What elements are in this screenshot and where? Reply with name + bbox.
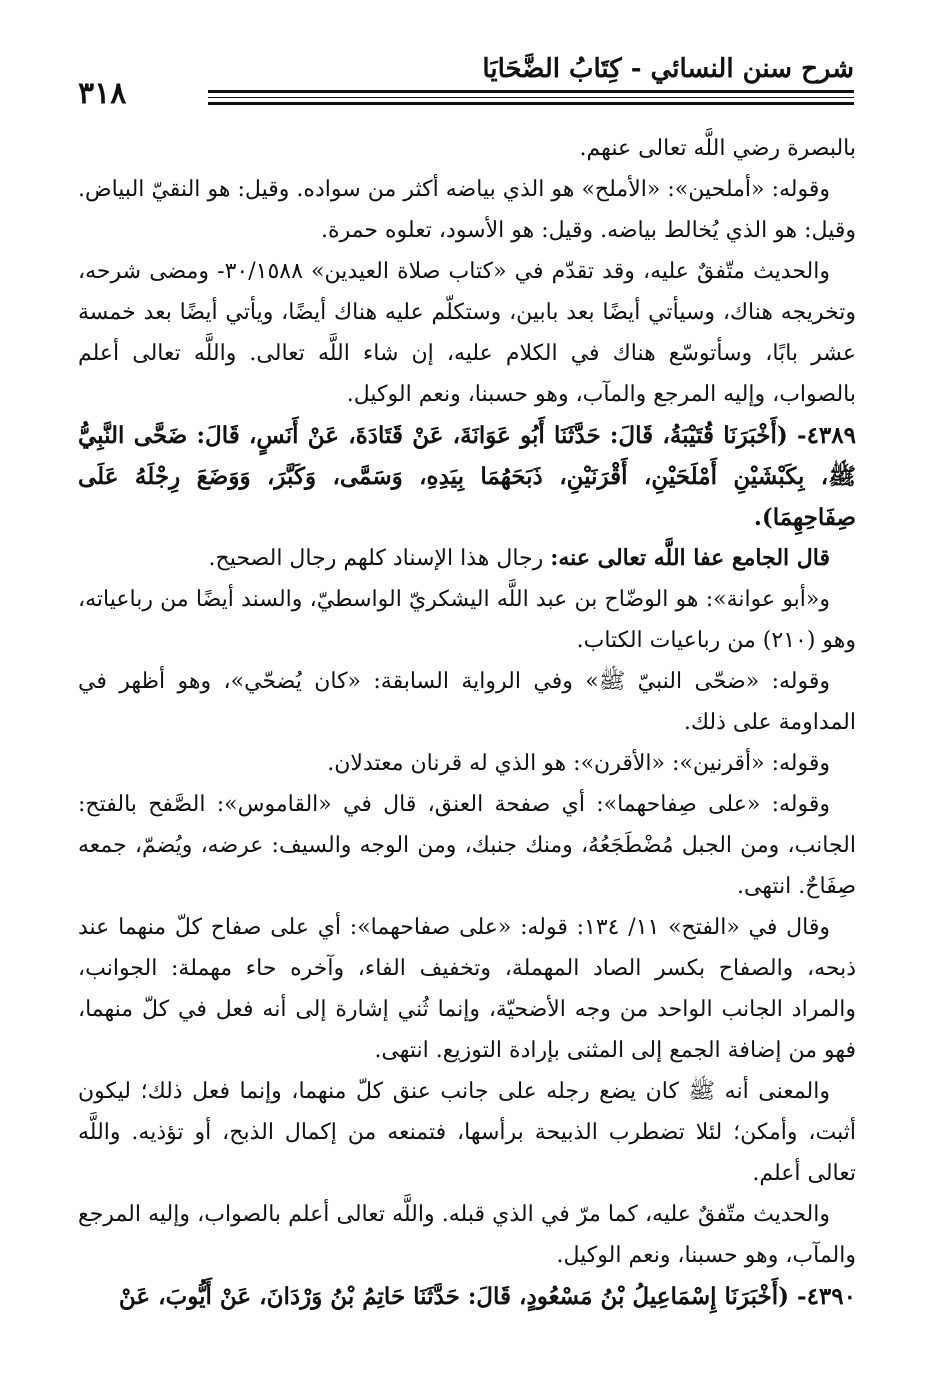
hadith-4390: ٤٣٩٠- (أَخْبَرَنَا إِسْمَاعِيلُ بْنُ مَسْعُودٍ، قَالَ: حَدَّثَنَا حَاتِمُ بْنُ وَرْدَانَ، عَنْ أَيُّوبَ، عَنْ bbox=[118, 1283, 856, 1310]
header-rule-bottom bbox=[208, 102, 854, 105]
paragraph: والحديث متّفقٌ عليه، وقد تقدّم في «كتاب صلاة العيدين» ٣٠/١٥٨٨- ومضى شرحه، وتخريجه هناك، وسيأتي أيضًا بعد بابين، وستكلّم عليه هناك أيضًا، ويأتي أيضًا بعد خمسة عشر بابًا، وسأتوسّع هناك في الكلام عليه، إن شاء اللَّه تعالى. واللَّه تعالى أعلم بالصواب، وإليه المرجع والمآب، وهو حسبنا، ونعم الوكيل. bbox=[78, 259, 856, 407]
paragraph: بالبصرة رضي اللَّه تعالى عنهم. bbox=[579, 136, 856, 161]
paragraph bbox=[78, 538, 856, 579]
hadith-4389: ٤٣٨٩- (أَخْبَرَنَا قُتَيْبَةُ، قَالَ: حَدَّثَنَا أَبُو عَوَانَةَ، عَنْ قَتَادَةَ، عَنْ أَنَسٍ، قَالَ: ضَحَّى النَّبِيُّ ﷺ، بِكَبْشَيْنِ أَمْلَحَيْنِ، أَقْرَنَيْنِ، ذَبَحَهُمَا بِيَدِهِ، وَسَمَّى، وَكَبَّرَ، وَوَضَعَ رِجْلَهُ عَلَى صِفَاحِهِمَا). bbox=[78, 422, 856, 531]
paragraph: و«أبو عوانة»: هو الوضّاح بن عبد اللَّه اليشكريّ الواسطيّ، والسند أيضًا من رباعياته، وهو (٢١٠) من رباعيات الكتاب. bbox=[78, 587, 856, 653]
paragraph: وقوله: «أقرنين»: «الأقرن»: هو الذي له قرنان معتدلان. bbox=[327, 751, 830, 776]
header-rule-thin bbox=[208, 97, 854, 98]
paragraph: والحديث متّفقٌ عليه، كما مرّ في الذي قبله. واللَّه تعالى أعلم بالصواب، وإليه المرجع والمآب، وهو حسبنا، ونعم الوكيل. bbox=[78, 1202, 856, 1268]
paragraph: وقوله: «ضحّى النبيّ ﷺ» وفي الرواية السابقة: «كان يُضحّي»، وهو أظهر في المداومة على ذلك. bbox=[78, 669, 856, 735]
page-number: ٣١٨ bbox=[78, 76, 127, 111]
page-header bbox=[78, 52, 854, 112]
running-title: شرح سنن النسائي - كِتَابُ الضَّحَايَا bbox=[482, 54, 854, 84]
paragraph: والمعنى أنه ﷺ كان يضع رجله على جانب عنق كلّ منهما، وإنما فعل ذلك؛ ليكون أثبت، وأمكن؛ لئلا تضطرب الذبيحة برأسها، فتمنعه من إكمال الذبح، أو تؤذيه. واللَّه تعالى أعلم. bbox=[78, 1079, 856, 1186]
paragraph: وقال في «الفتح» ١١/ ١٣٤: قوله: «على صفاحهما»: أي على صفاح كلّ منهما عند ذبحه، والصفاح بكسر الصاد المهملة، وتخفيف الفاء، وآخره حاء مهملة: الجوانب، والمراد الجانب الواحد من وجه الأضحيّة، وإنما ثُني إشارة إلى أنه فعل في كلّ منهما، فهو من إضافة الجمع إلى المثنى بإرادة التوزيع. انتهى. bbox=[78, 915, 856, 1063]
compiler-lead: قال الجامع عفا اللَّه تعالى عنه: bbox=[550, 545, 830, 571]
paragraph: وقوله: «على صِفاحهما»: أي صفحة العنق، قال في «القاموس»: الصَّفح بالفتح: الجانب، ومن الجبل مُضْطَجَعُهُ، ومنك جنبك، ومن الوجه والسيف: عرضه، ويُضمّ، جمعه صِفَاحٌ. انتهى. bbox=[78, 792, 856, 899]
compiler-note: رجال هذا الإسناد كلهم رجال الصحيح. bbox=[208, 546, 544, 571]
paragraph: وقوله: «أملحين»: «الأملح» هو الذي بياضه أكثر من سواده. وقيل: هو النقيّ البياض. وقيل: هو الذي يُخالط بياضه. وقيل: هو الأسود، تعلوه حمرة. bbox=[78, 177, 856, 243]
page-body bbox=[78, 128, 856, 1317]
header-rule bbox=[208, 90, 854, 93]
